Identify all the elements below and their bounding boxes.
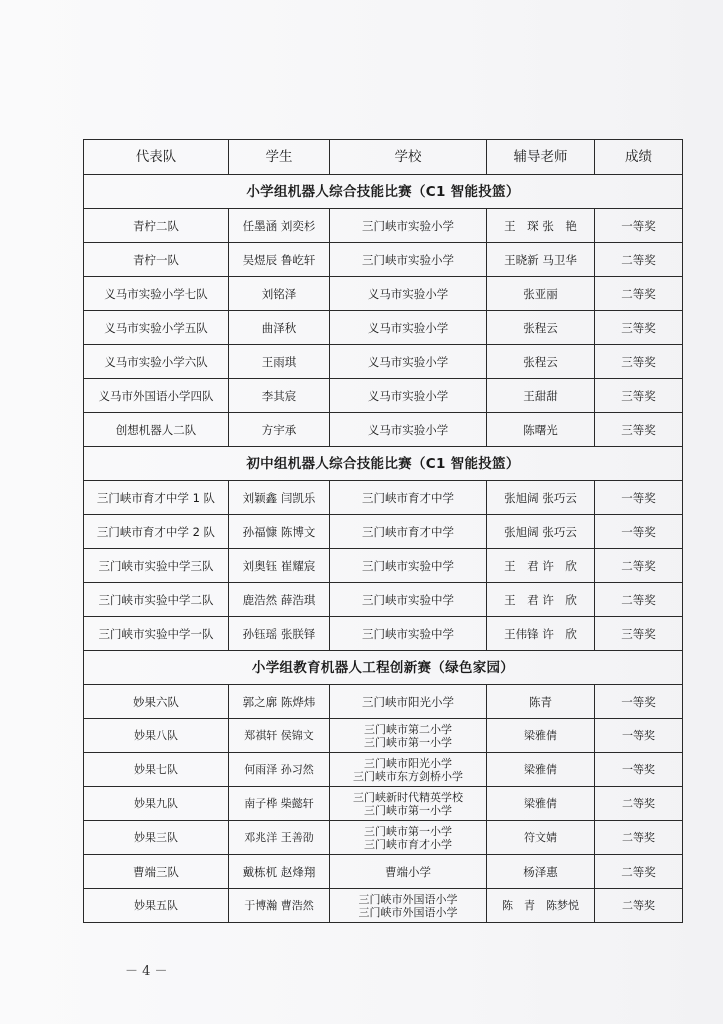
team-cell: 三门峡市育才中学 2 队 (84, 515, 229, 549)
school-name: 三门峡市东方剑桥小学 (353, 769, 463, 783)
teacher-cell: 陈 青 陈梦悦 (487, 889, 595, 923)
students-cell: 曲泽秋 (229, 311, 330, 345)
result-cell: 三等奖 (595, 379, 683, 413)
school-name: 三门峡市第一小学 (364, 803, 452, 817)
school-cell (330, 821, 487, 855)
students-cell: 方宇承 (229, 413, 330, 447)
result-cell: 一等奖 (595, 209, 683, 243)
team-cell: 妙果七队 (84, 753, 229, 787)
team-cell: 妙果八队 (84, 719, 229, 753)
students-cell: 戴栋杌 赵烽翔 (229, 855, 330, 889)
result-cell: 二等奖 (595, 821, 683, 855)
result-cell: 二等奖 (595, 583, 683, 617)
students-cell: 郭之廓 陈烨炜 (229, 685, 330, 719)
school-name: 三门峡市实验中学 (362, 592, 454, 607)
school-name: 三门峡市育才小学 (364, 837, 452, 851)
school-cell (330, 855, 487, 889)
table-row (84, 345, 683, 379)
school-cell (330, 719, 487, 753)
teacher-cell: 陈曙光 (487, 413, 595, 447)
teacher-cell: 符文婧 (487, 821, 595, 855)
result-cell: 三等奖 (595, 311, 683, 345)
students-cell: 刘颖鑫 闫凯乐 (229, 481, 330, 515)
table-row (84, 549, 683, 583)
result-cell: 二等奖 (595, 855, 683, 889)
school-cell (330, 311, 487, 345)
school-cell (330, 753, 487, 787)
school-name: 三门峡市外国语小学 (358, 905, 458, 919)
team-cell: 妙果九队 (84, 787, 229, 821)
students-cell: 刘奥钰 崔耀宸 (229, 549, 330, 583)
teacher-cell: 张程云 (487, 311, 595, 345)
team-cell: 曹端三队 (84, 855, 229, 889)
school-name: 三门峡市第一小学 (364, 824, 452, 838)
teacher-cell: 梁雅倩 (487, 753, 595, 787)
school-cell (330, 787, 487, 821)
teacher-cell: 王甜甜 (487, 379, 595, 413)
result-cell: 二等奖 (595, 549, 683, 583)
team-cell: 青柠一队 (84, 243, 229, 277)
table-row (84, 753, 683, 787)
students-cell: 鹿浩然 薛浩琪 (229, 583, 330, 617)
results-table (83, 139, 683, 923)
header-students: 学生 (229, 140, 330, 175)
section-title-row (84, 447, 683, 481)
table-row (84, 379, 683, 413)
section-title: 小学组机器人综合技能比赛（C1 智能投篮） (84, 175, 683, 209)
table-row (84, 243, 683, 277)
school-name: 三门峡市育才中学 (362, 524, 454, 539)
table-header-row (84, 140, 683, 175)
school-cell (330, 889, 487, 923)
school-cell (330, 345, 487, 379)
table-row (84, 209, 683, 243)
section-title-row (84, 175, 683, 209)
school-cell (330, 277, 487, 311)
students-cell: 李其宸 (229, 379, 330, 413)
table-row (84, 481, 683, 515)
team-cell: 义马市实验小学六队 (84, 345, 229, 379)
school-cell (330, 243, 487, 277)
header-teacher: 辅导老师 (487, 140, 595, 175)
table-row (84, 855, 683, 889)
table-row (84, 787, 683, 821)
school-name: 三门峡新时代精英学校 (353, 790, 463, 804)
students-cell: 于博瀚 曹浩然 (229, 889, 330, 923)
students-cell: 王雨琪 (229, 345, 330, 379)
school-cell (330, 515, 487, 549)
school-cell (330, 209, 487, 243)
team-cell: 义马市实验小学五队 (84, 311, 229, 345)
table-row (84, 583, 683, 617)
students-cell: 孙钰瑶 张朕铎 (229, 617, 330, 651)
table-row (84, 311, 683, 345)
teacher-cell: 王 琛 张 艳 (487, 209, 595, 243)
teacher-cell: 梁雅倩 (487, 719, 595, 753)
table-row (84, 617, 683, 651)
teacher-cell: 杨泽惠 (487, 855, 595, 889)
result-cell: 一等奖 (595, 481, 683, 515)
teacher-cell: 王晓新 马卫华 (487, 243, 595, 277)
team-cell: 妙果三队 (84, 821, 229, 855)
teacher-cell: 王伟锋 许 欣 (487, 617, 595, 651)
school-name: 义马市实验小学 (367, 354, 449, 369)
school-name: 三门峡市实验小学 (362, 218, 454, 233)
header-result: 成绩 (595, 140, 683, 175)
teacher-cell: 张亚丽 (487, 277, 595, 311)
team-cell: 创想机器人二队 (84, 413, 229, 447)
table-row (84, 821, 683, 855)
school-name: 义马市实验小学 (367, 422, 449, 437)
teacher-cell: 陈青 (487, 685, 595, 719)
school-cell (330, 549, 487, 583)
result-cell: 二等奖 (595, 787, 683, 821)
school-name: 三门峡市第一小学 (364, 735, 452, 749)
school-cell (330, 685, 487, 719)
result-cell: 一等奖 (595, 685, 683, 719)
result-cell: 二等奖 (595, 889, 683, 923)
students-cell: 刘铭泽 (229, 277, 330, 311)
result-cell: 一等奖 (595, 515, 683, 549)
teacher-cell: 王 君 许 欣 (487, 549, 595, 583)
team-cell: 三门峡市育才中学 1 队 (84, 481, 229, 515)
team-cell: 妙果六队 (84, 685, 229, 719)
teacher-cell: 张旭阔 张巧云 (487, 481, 595, 515)
table-row (84, 685, 683, 719)
teacher-cell: 王 君 许 欣 (487, 583, 595, 617)
school-cell (330, 583, 487, 617)
school-name: 三门峡市第二小学 (364, 722, 452, 736)
header-school: 学校 (330, 140, 487, 175)
students-cell: 邓兆洋 王善劭 (229, 821, 330, 855)
table-row (84, 889, 683, 923)
result-cell: 二等奖 (595, 243, 683, 277)
school-name: 三门峡市实验小学 (362, 252, 454, 267)
students-cell: 何雨泽 孙习然 (229, 753, 330, 787)
teacher-cell: 张旭阔 张巧云 (487, 515, 595, 549)
school-name: 三门峡市阳光小学 (362, 694, 454, 709)
teacher-cell: 梁雅倩 (487, 787, 595, 821)
team-cell: 义马市实验小学七队 (84, 277, 229, 311)
section-title: 小学组教育机器人工程创新赛（绿色家园） (84, 651, 683, 685)
result-cell: 二等奖 (595, 277, 683, 311)
school-cell (330, 617, 487, 651)
page-number: － 4 － (125, 964, 168, 979)
section-title: 初中组机器人综合技能比赛（C1 智能投篮） (84, 447, 683, 481)
school-cell (330, 379, 487, 413)
teacher-cell: 张程云 (487, 345, 595, 379)
table-row (84, 515, 683, 549)
table-row (84, 413, 683, 447)
school-name: 三门峡市阳光小学 (364, 756, 452, 770)
students-cell: 郑祺轩 侯锦文 (229, 719, 330, 753)
team-cell: 三门峡市实验中学三队 (84, 549, 229, 583)
students-cell: 吴煜辰 鲁屹轩 (229, 243, 330, 277)
table-row (84, 277, 683, 311)
school-name: 三门峡市育才中学 (362, 490, 454, 505)
result-cell: 三等奖 (595, 345, 683, 379)
school-name: 义马市实验小学 (367, 320, 449, 335)
result-cell: 一等奖 (595, 753, 683, 787)
school-name: 三门峡市外国语小学 (358, 892, 458, 906)
students-cell: 孙福慷 陈博文 (229, 515, 330, 549)
result-cell: 三等奖 (595, 413, 683, 447)
team-cell: 义马市外国语小学四队 (84, 379, 229, 413)
school-name: 义马市实验小学 (367, 286, 449, 301)
result-cell: 三等奖 (595, 617, 683, 651)
team-cell: 青柠二队 (84, 209, 229, 243)
school-name: 曹端小学 (385, 864, 431, 879)
team-cell: 妙果五队 (84, 889, 229, 923)
school-name: 三门峡市实验中学 (362, 626, 454, 641)
students-cell: 南子桦 柴懿轩 (229, 787, 330, 821)
team-cell: 三门峡市实验中学二队 (84, 583, 229, 617)
team-cell: 三门峡市实验中学一队 (84, 617, 229, 651)
school-cell (330, 481, 487, 515)
school-cell (330, 413, 487, 447)
table-row (84, 719, 683, 753)
header-team: 代表队 (84, 140, 229, 175)
school-name: 三门峡市实验中学 (362, 558, 454, 573)
result-cell: 一等奖 (595, 719, 683, 753)
students-cell: 任墨涵 刘奕杉 (229, 209, 330, 243)
section-title-row (84, 651, 683, 685)
school-name: 义马市实验小学 (367, 388, 449, 403)
